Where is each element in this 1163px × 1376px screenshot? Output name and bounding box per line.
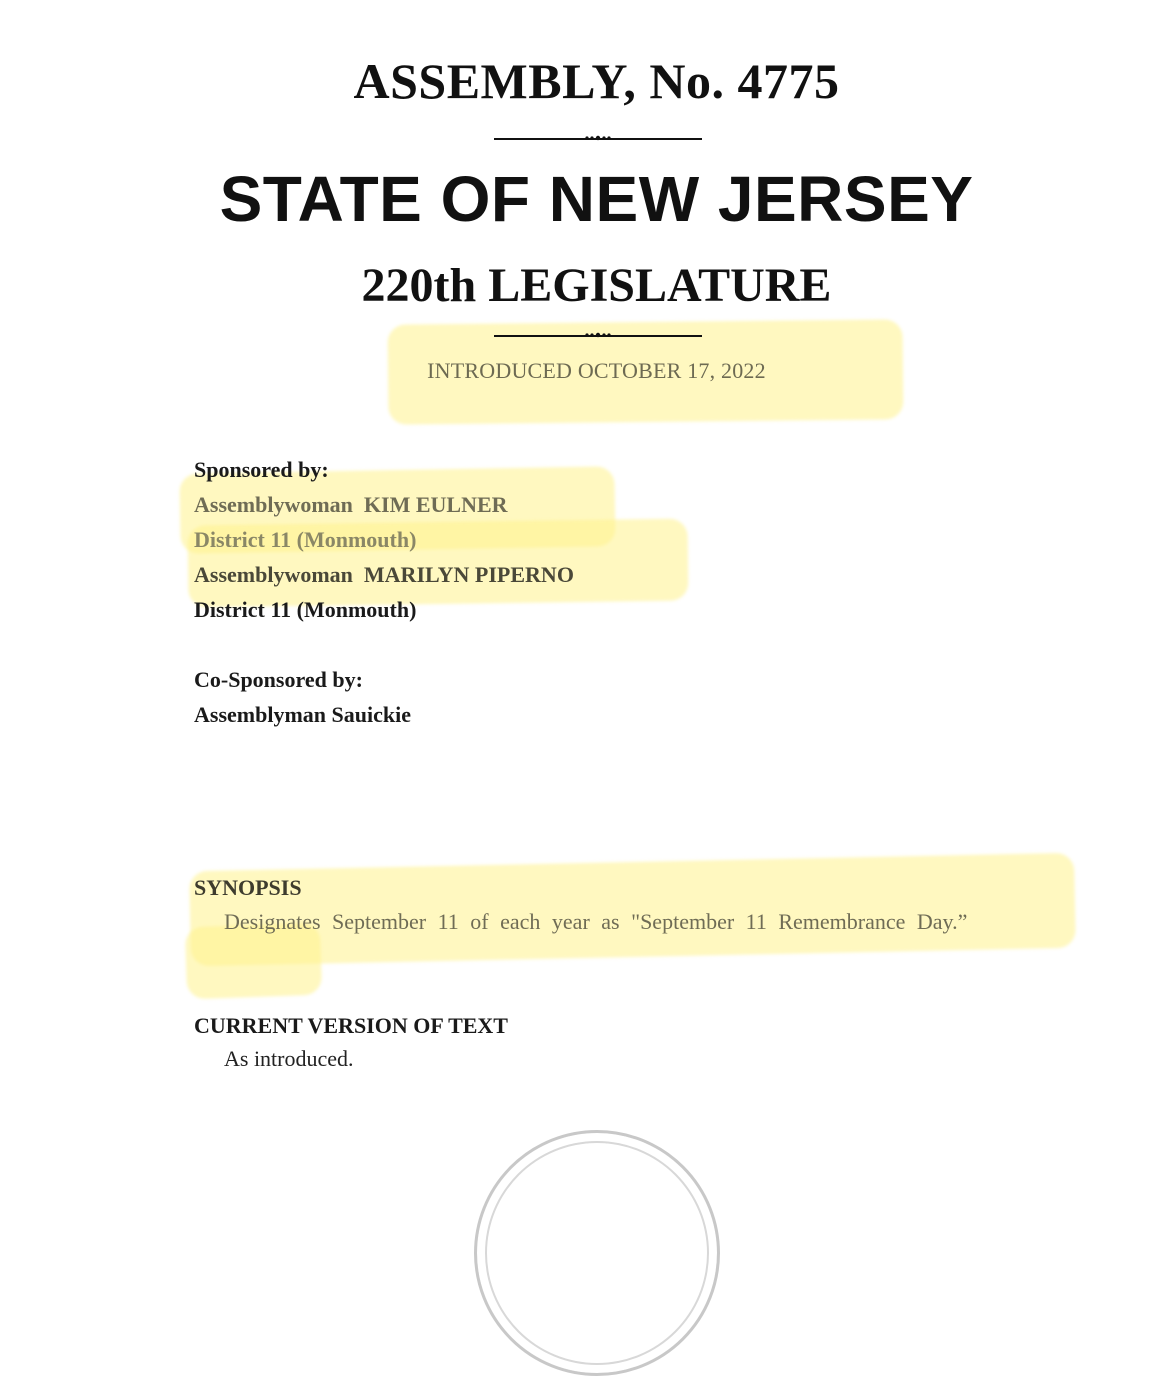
rule-ornament-bottom bbox=[583, 332, 613, 338]
sponsor-name: Assemblywoman KIM EULNER bbox=[194, 492, 508, 517]
sponsors-heading: Sponsored by: bbox=[194, 457, 329, 482]
sponsor-district: District 11 (Monmouth) bbox=[194, 527, 417, 552]
current-version-heading: CURRENT VERSION OF TEXT bbox=[194, 1013, 508, 1038]
rule-ornament-top bbox=[583, 135, 613, 141]
state-seal bbox=[474, 1130, 720, 1376]
sponsor-district: District 11 (Monmouth) bbox=[194, 597, 417, 622]
synopsis-text: Designates September 11 of each year as "September 11 Remembrance Day.” bbox=[224, 909, 968, 934]
cosponsors-heading: Co-Sponsored by: bbox=[194, 667, 363, 692]
synopsis-heading: SYNOPSIS bbox=[194, 875, 302, 900]
legislature-title: 220th LEGISLATURE bbox=[361, 259, 832, 312]
current-version-text: As introduced. bbox=[224, 1046, 354, 1071]
bill-number: ASSEMBLY, No. 4775 bbox=[353, 53, 840, 109]
state-title: STATE OF NEW JERSEY bbox=[219, 163, 974, 235]
cosponsor-name: Assemblyman Sauickie bbox=[194, 702, 411, 727]
sponsor-name: Assemblywoman MARILYN PIPERNO bbox=[194, 562, 574, 587]
introduced-date: INTRODUCED OCTOBER 17, 2022 bbox=[427, 358, 766, 383]
